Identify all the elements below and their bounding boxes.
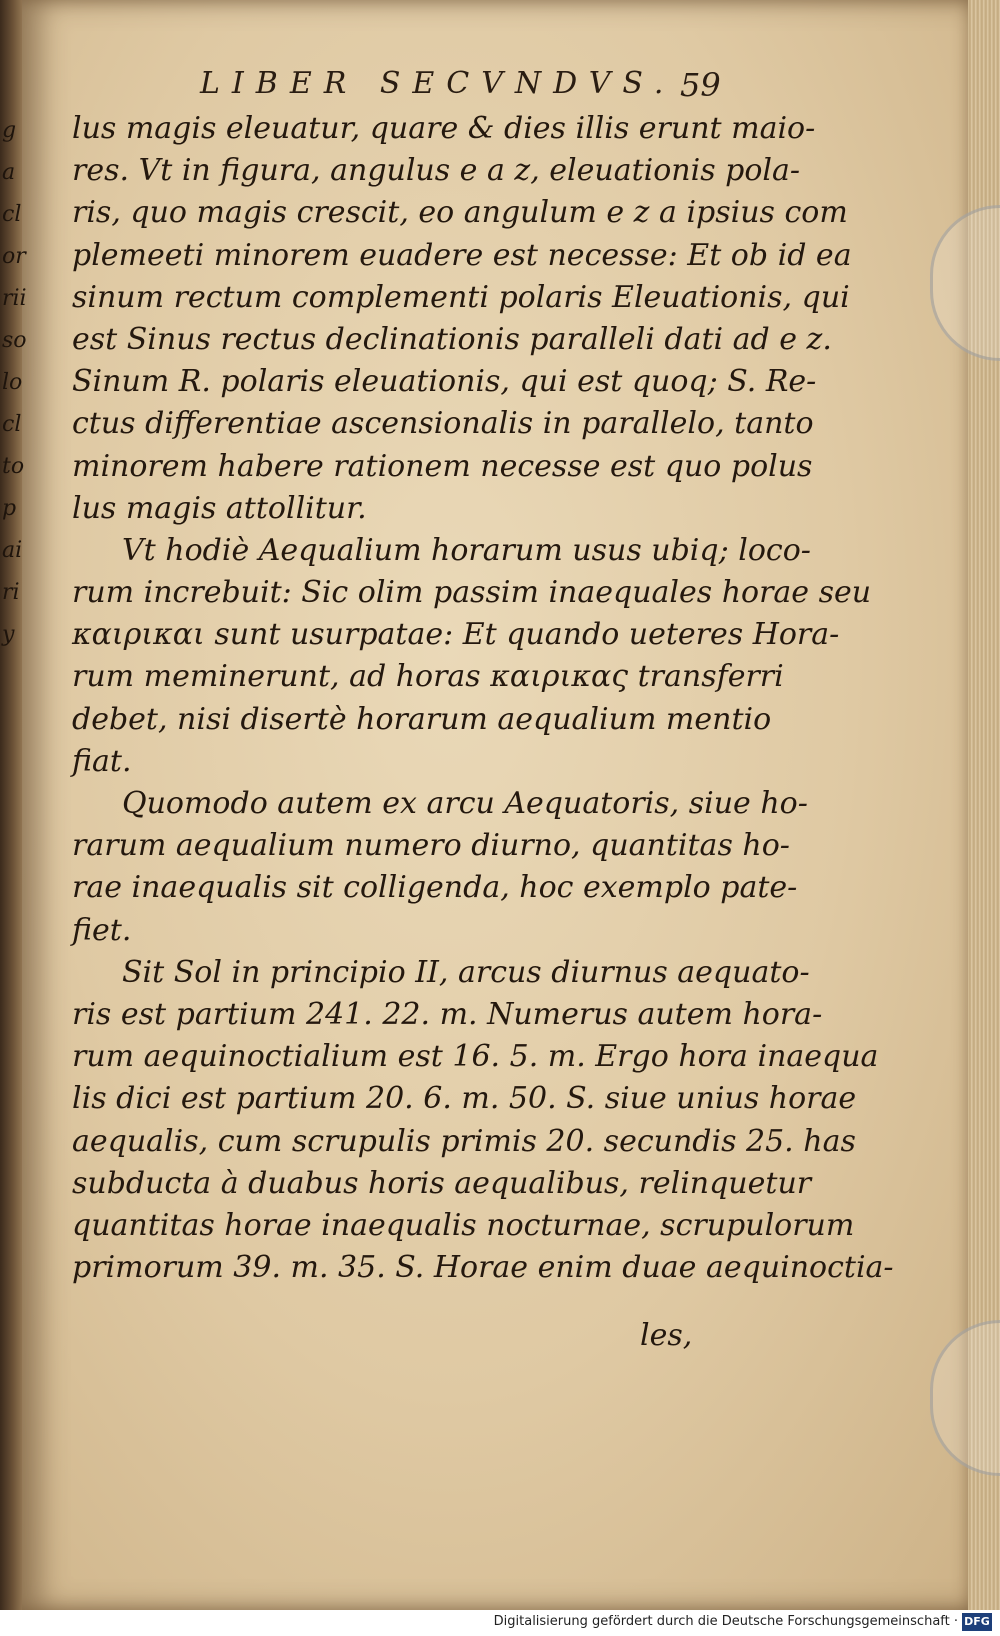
paragraph <box>72 530 872 783</box>
text-line: rum aequinoctialium est 16. 5. m. Ergo hora inaequa <box>72 1039 879 1075</box>
text-line: quantitas horae inaequalis nocturnae, scrupulorum <box>72 1207 855 1243</box>
facing-page-fragment: so <box>2 328 27 353</box>
text-line: fiat. <box>72 743 132 779</box>
text-line: sinum rectum complementi polaris Eleuationis, qui <box>72 279 850 315</box>
text-line: subducta à duabus horis aequalibus, relinquetur <box>72 1165 812 1201</box>
text-line: primorum 39. m. 35. S. Horae enim duae aequinoctia- <box>72 1250 894 1286</box>
facing-page-fragment: ri <box>2 580 20 605</box>
facing-page-fragment: rii <box>2 286 27 311</box>
text-line: καιρικαι sunt usurpatae: Et quando ueteres Hora- <box>72 617 840 653</box>
text-line: ris, quo magis crescit, eo angulum e z a ipsius com <box>72 195 848 231</box>
text-line: ctus differentiae ascensionalis in parallelo, tanto <box>72 406 814 442</box>
text-line: ris est partium 241. 22. m. Numerus autem hora- <box>72 996 823 1032</box>
facing-page-fragment: to <box>2 454 25 479</box>
facing-page-fragment: or <box>2 244 26 269</box>
dfg-logo: DFG <box>962 1613 992 1631</box>
paragraph <box>72 783 808 952</box>
facing-page-fragment: p <box>2 496 17 521</box>
facing-page-fragment: a <box>2 160 16 185</box>
text-line: Sit Sol in principio II, arcus diurnus aequato- <box>122 954 810 990</box>
text-line: rae inaequalis sit colligenda, hoc exemplo pate- <box>72 870 798 906</box>
text-line: plemeeti minorem euadere est necesse: Et ob id ea <box>72 237 852 273</box>
facing-page-fragment: ai <box>2 538 23 563</box>
paragraph <box>72 108 852 530</box>
text-line: Vt hodiè Aequalium horarum usus ubiq; loco- <box>122 532 811 568</box>
text-line: rum increbuit: Sic olim passim inaequales horae seu <box>72 575 872 611</box>
text-line: est Sinus rectus declinationis paralleli dati ad e z. <box>72 321 832 357</box>
text-line: fiet. <box>72 912 132 948</box>
facing-page-fragment: y <box>2 622 15 647</box>
text-line: rum meminerunt, ad horas καιρικας transferri <box>72 659 784 695</box>
funding-credit: Digitalisierung gefördert durch die Deutsche Forschungsgemeinschaft · <box>493 1614 958 1629</box>
page-number: 59 <box>680 66 721 104</box>
text-line: minorem habere rationem necesse est quo polus <box>72 448 813 484</box>
paragraph <box>72 952 894 1290</box>
running-head: LIBER SECVNDVS. <box>200 66 676 101</box>
facing-page-fragment: cl <box>2 412 22 437</box>
text-line: debet, nisi disertè horarum aequalium mentio <box>72 701 772 737</box>
text-line: aequalis, cum scrupulis primis 20. secundis 25. has <box>72 1123 856 1159</box>
text-line: res. Vt in figura, angulus e a z, eleuationis pola- <box>72 153 801 189</box>
catchword: les, <box>640 1318 693 1353</box>
body-text <box>72 108 894 1289</box>
footer-bar <box>0 1610 1000 1636</box>
facing-page-fragment: lo <box>2 370 23 395</box>
facing-page-fragment: g <box>2 118 17 143</box>
text-line: lis dici est partium 20. 6. m. 50. S. siue unius horae <box>72 1081 857 1117</box>
text-line: lus magis eleuatur, quare & dies illis erunt maio- <box>72 111 816 146</box>
text-line: lus magis attollitur. <box>72 490 367 526</box>
facing-page-fragment: cl <box>2 202 22 227</box>
text-line: Sinum R. polaris eleuationis, qui est quoq; S. Re- <box>72 364 817 400</box>
text-line: Quomodo autem ex arcu Aequatoris, siue ho- <box>122 786 808 821</box>
text-line: rarum aequalium numero diurno, quantitas ho- <box>72 828 790 864</box>
